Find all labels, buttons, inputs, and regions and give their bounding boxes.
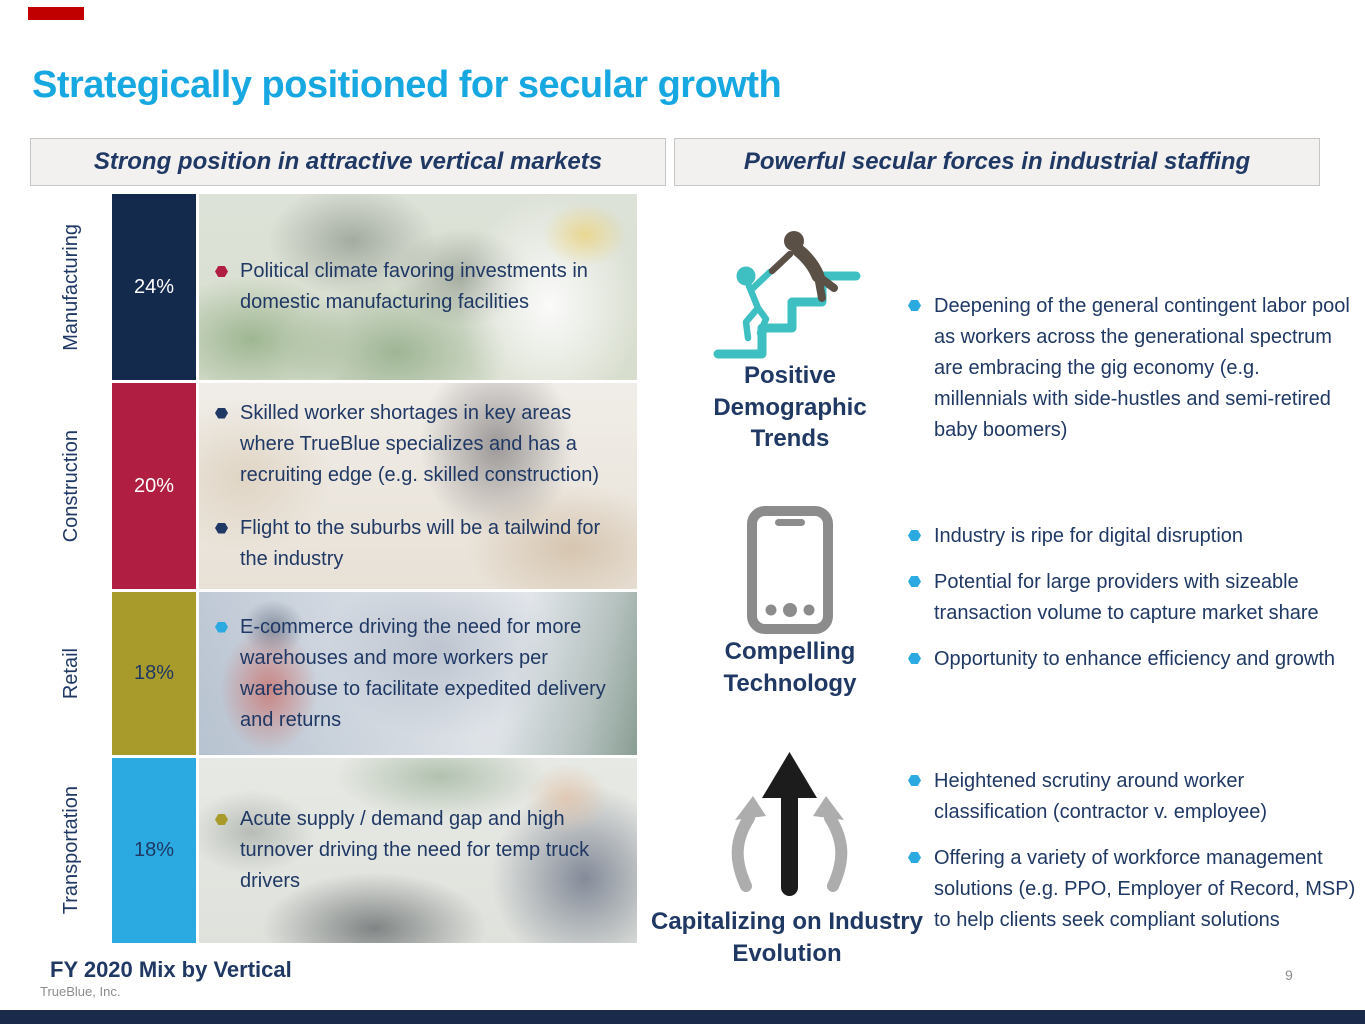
- bullet-item: [908, 521, 1350, 552]
- bullet-item: [908, 644, 1350, 675]
- photo-manufacturing: [199, 194, 637, 380]
- page-title: Strategically positioned for secular growth: [32, 64, 782, 106]
- corner-accent-mark: [28, 7, 84, 20]
- bullet-text: Potential for large providers with sizeable transaction volume to capture market share: [934, 571, 1319, 624]
- label-transportation: Transportation: [59, 786, 82, 915]
- label-retail: Retail: [59, 647, 82, 700]
- vertical-axis-label: [30, 758, 112, 943]
- mix-value-manufacturing: 24%: [133, 275, 175, 298]
- bullet-text: Political climate favoring investments in domestic manufacturing facilities: [240, 260, 588, 313]
- hexagon-bullet-icon: [908, 530, 921, 541]
- bullet-text: Skilled worker shortages in key areas where TrueBlue specializes and has a recruiting edge (e.g. skilled construction): [240, 401, 600, 486]
- hexagon-bullet-icon: [215, 622, 228, 633]
- vertical-mix-chart: [30, 194, 637, 943]
- hexagon-bullet-icon: [908, 775, 921, 786]
- bullet-text: Industry is ripe for digital disruption: [934, 525, 1244, 547]
- footer-bar: [0, 1010, 1365, 1024]
- photo-transportation: [199, 758, 637, 943]
- row-retail: [30, 592, 637, 755]
- bullet-item: [215, 256, 627, 318]
- hexagon-bullet-icon: [908, 300, 921, 311]
- evolution-bullets: [908, 766, 1356, 936]
- left-panel-header: [30, 138, 666, 186]
- mix-bar-construction: [112, 383, 196, 589]
- hexagon-bullet-icon: [215, 814, 228, 825]
- company-footnote: TrueBlue, Inc.: [40, 984, 121, 999]
- right-panel-header: [674, 138, 1320, 186]
- vertical-axis-label: [30, 592, 112, 755]
- hexagon-bullet-icon: [908, 653, 921, 664]
- bullet-text: Acute supply / demand gap and high turnover driving the need for temp truck drivers: [240, 808, 590, 892]
- technology-bullets: [908, 521, 1350, 675]
- mix-value-construction: 20%: [133, 474, 175, 497]
- bullet-item: [215, 513, 627, 575]
- section-label-evolution: Capitalizing on Industry Evolution: [650, 908, 923, 967]
- vertical-axis-label: [30, 194, 112, 380]
- bullet-text: Deepening of the general contingent labor pool as workers across the generational spectrum are embracing the gig economy (e.g. millennials with side-hustles and semi-retired baby boomers): [934, 295, 1350, 441]
- bullet-item: [908, 567, 1350, 629]
- hexagon-bullet-icon: [215, 408, 228, 419]
- stairs-helping-hand-icon: [710, 226, 862, 366]
- bullet-text: Flight to the suburbs will be a tailwind for the industry: [240, 516, 601, 570]
- hexagon-bullet-icon: [215, 523, 228, 534]
- section-label-demographics: Positive Demographic Trends: [713, 362, 867, 453]
- bullet-item: [908, 766, 1356, 828]
- row-transportation: [30, 758, 637, 943]
- page-number: 9: [1285, 967, 1293, 983]
- photo-retail: [199, 592, 637, 755]
- bullet-item: [908, 291, 1350, 446]
- mix-value-transportation: 18%: [133, 839, 175, 861]
- hexagon-bullet-icon: [215, 266, 228, 277]
- rising-arrows-icon: [722, 748, 857, 904]
- bullet-item: [215, 804, 627, 897]
- left-panel-header-label: Strong position in attractive vertical markets: [93, 148, 603, 175]
- bullet-item: [215, 398, 627, 491]
- right-panel-header-label: Powerful secular forces in industrial staffing: [743, 148, 1251, 175]
- bullet-item: [908, 843, 1356, 936]
- bullet-text: E-commerce driving the need for more warehouses and more workers per warehouse to facilitate expedited delivery and returns: [240, 615, 606, 731]
- chart-caption: FY 2020 Mix by Vertical: [50, 957, 292, 982]
- demographics-bullets: [908, 291, 1350, 446]
- mix-bar-retail: [112, 592, 196, 755]
- bullet-text: Heightened scrutiny around worker classification (contractor v. employee): [934, 770, 1268, 823]
- mix-bar-manufacturing: [112, 194, 196, 380]
- label-manufacturing: Manufacturing: [59, 223, 82, 351]
- bullet-text: Opportunity to enhance efficiency and growth: [934, 648, 1335, 670]
- mix-value-retail: 18%: [133, 662, 175, 684]
- hexagon-bullet-icon: [908, 576, 921, 587]
- label-construction: Construction: [59, 429, 82, 543]
- bullet-item: [215, 612, 627, 736]
- section-label-technology: Compelling Technology: [723, 638, 857, 697]
- hexagon-bullet-icon: [908, 852, 921, 863]
- photo-construction: [199, 383, 637, 589]
- row-manufacturing: [30, 194, 637, 380]
- mix-bar-transportation: [112, 758, 196, 943]
- row-construction: [30, 383, 637, 589]
- bullet-text: Offering a variety of workforce management solutions (e.g. PPO, Employer of Record, MSP) to help clients seek compliant solutions: [934, 847, 1356, 931]
- vertical-axis-label: [30, 383, 112, 589]
- smartphone-icon: [747, 506, 833, 634]
